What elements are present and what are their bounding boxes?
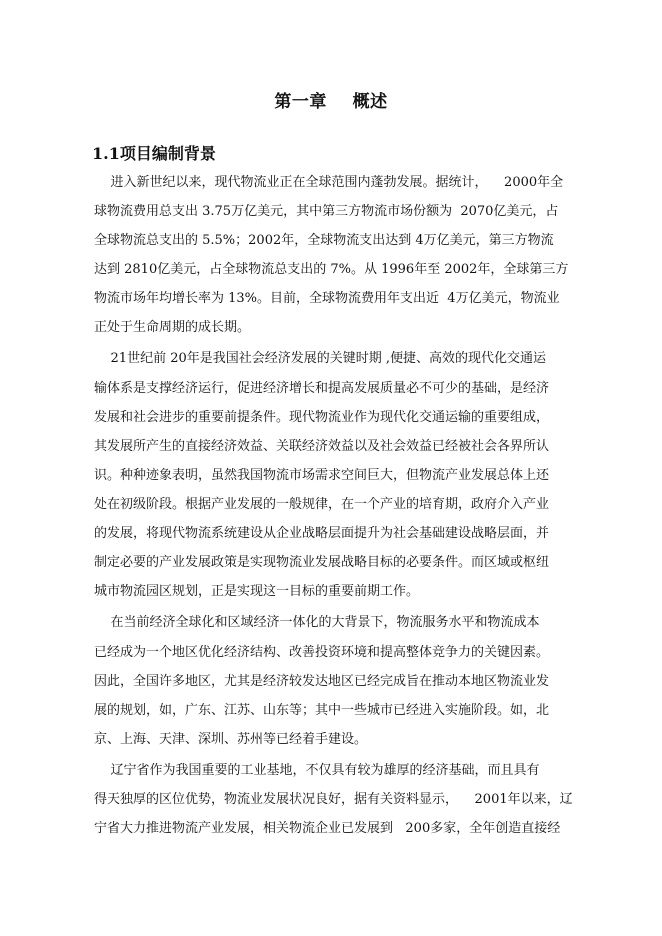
chapter-title: 第一章 概述 [274, 92, 388, 112]
paragraph-line: 城市物流园区规划，正是实现这一目标的重要前期工作。 [94, 584, 420, 599]
paragraph-line: 处在初级阶段。根据产业发展的一般规律，在一个产业的培育期，政府介入产业 [94, 497, 550, 512]
paragraph-line: 发展和社会进步的重要前提条件。现代物流业作为现代化交通运输的重要组成， [94, 410, 550, 425]
paragraph-line: 达到 2810亿美元，占全球物流总支出的 7%。从 1996年至 2002年，全球第三方 [94, 262, 569, 277]
paragraph-line: 物流市场年均增长率为 13%。目前，全球物流费用年支出近 4万亿美元，物流业 [94, 291, 560, 306]
paragraph-line: 展的规划，如，广东、江苏、山东等；其中一些城市已经进入实施阶段。如，北 [94, 703, 550, 718]
paragraph-line: 的发展，将现代物流系统建设从企业战略层面提升为社会基础建设战略层面，并 [94, 526, 550, 541]
section-heading: 1.1项目编制背景 [92, 144, 216, 163]
paragraph-line: 球物流费用总支出 3.75万亿美元，其中第三方物流市场份额为 2070亿美元，占 [94, 204, 559, 219]
paragraph-line: 辽宁省作为我国重要的工业基地，不仅具有较为雄厚的经济基础，而且具有 [94, 763, 540, 778]
paragraph-line: 全球物流总支出的 5.5%；2002年，全球物流支出达到 4万亿美元，第三方物流 [94, 233, 554, 248]
paragraph-line: 因此，全国许多地区，尤其是经济较发达地区已经完成旨在推动本地区物流业发 [94, 674, 550, 689]
paragraph-line: 进入新世纪以来，现代物流业正在全球范围内蓬勃发展。据统计， 2000年全 [94, 175, 564, 190]
paragraph-line: 输体系是支撑经济运行，促进经济增长和提高发展质量必不可少的基础，是经济 [94, 381, 550, 396]
paragraph-line: 京、上海、天津、深圳、苏州等已经着手建设。 [94, 732, 368, 747]
paragraph-line: 正处于生命周期的成长期。 [94, 320, 251, 335]
paragraph-line: 在当前经济全球化和区域经济一体化的大背景下，物流服务水平和物流成本 [94, 615, 540, 630]
paragraph-line: 21世纪前 20年是我国社会经济发展的关键时期 ,便捷、高效的现代化交通运 [94, 351, 547, 366]
paragraph-line: 宁省大力推进物流产业发展，相关物流企业已发展到 200多家，全年创造直接经 [94, 821, 561, 836]
paragraph-line: 已经成为一个地区优化经济结构、改善投资环境和提高整体竞争力的关键因素。 [94, 645, 550, 660]
paragraph-line: 得天独厚的区位优势，物流业发展状况良好，据有关资料显示， 2001年以来，辽 [94, 792, 573, 807]
paragraph-line: 其发展所产生的直接经济效益、关联经济效益以及社会效益已经被社会各界所认 [94, 439, 550, 454]
paragraph-line: 制定必要的产业发展政策是实现物流业发展战略目标的必要条件。而区域或枢纽 [94, 555, 550, 570]
paragraph-line: 识。种种迹象表明，虽然我国物流市场需求空间巨大，但物流产业发展总体上还 [94, 468, 550, 483]
